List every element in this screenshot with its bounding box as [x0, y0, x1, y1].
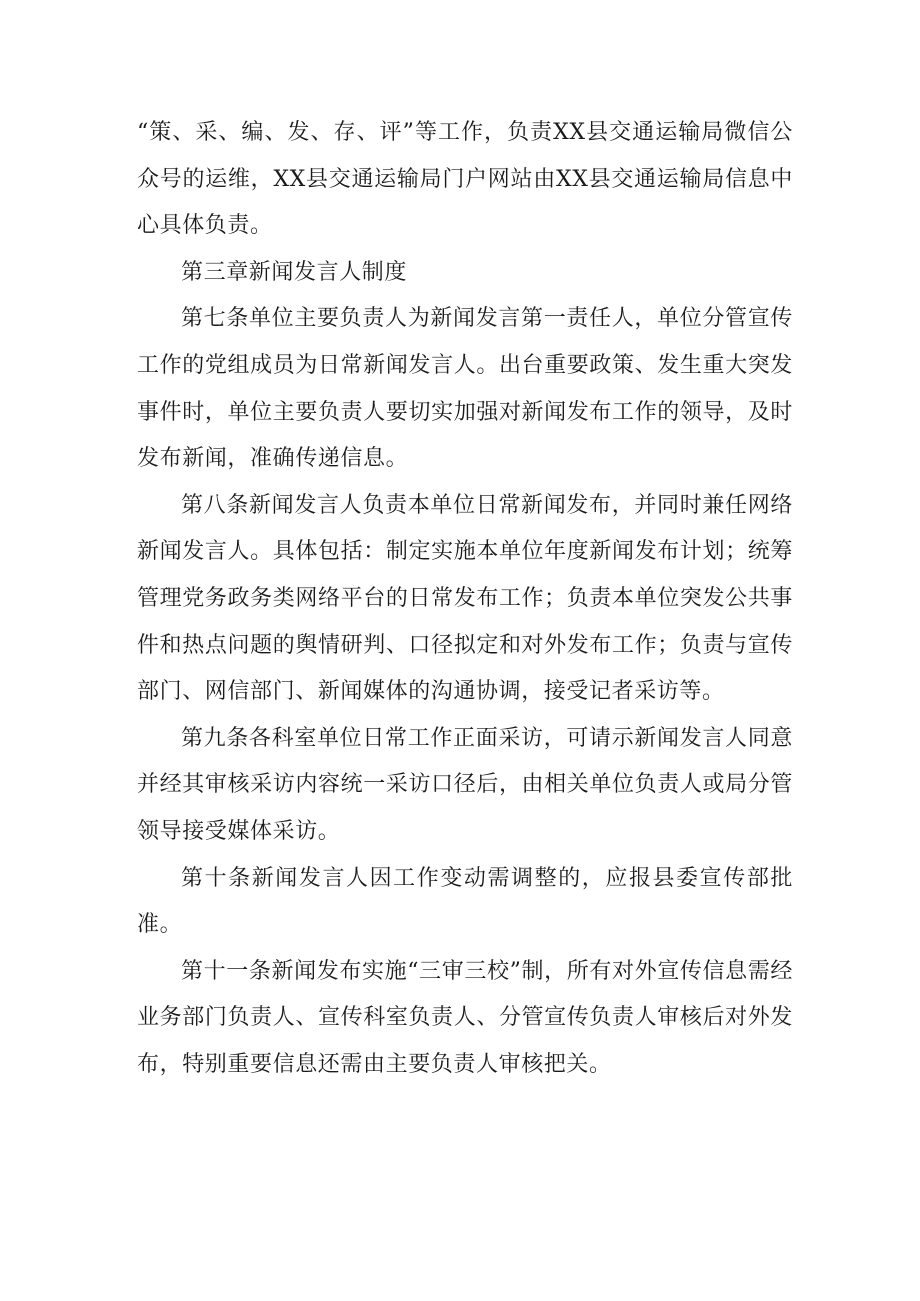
article-11: 第十一条新闻发布实施“三审三校”制，所有对外宣传信息需经业务部门负责人、宣传科室负责人、分管宣传负责人审核后对外发布，特别重要信息还需由主要负责人审核把关。 [137, 958, 793, 1077]
chapter-heading: 第三章新闻发言人制度 [181, 259, 408, 285]
document-body [137, 110, 793, 1088]
paragraph-continuation: “策、采、编、发、存、评”等工作，负责XX县交通运输局微信公众号的运维，XX县交通运输局门户网站由XX县交通运输局信息中心具体负责。 [137, 120, 793, 239]
article-8: 第八条新闻发言人负责本单位日常新闻发布，并同时兼任网络新闻发言人。具体包括：制定实施本单位年度新闻发布计划；统筹管理党务政务类网络平台的日常发布工作；负责本单位突发公共事件和热点问题的舆情研判、口径拟定和对外发布工作；负责与宣传部门、网信部门、新闻媒体的沟通协调，接受记者采访等。 [137, 492, 793, 705]
article-10: 第十条新闻发言人因工作变动需调整的，应报县委宣传部批准。 [137, 865, 793, 938]
article-7: 第七条单位主要负责人为新闻发言第一责任人，单位分管宣传工作的党组成员为日常新闻发言人。出台重要政策、发生重大突发事件时，单位主要负责人要切实加强对新闻发布工作的领导，及时发布新闻，准确传递信息。 [137, 306, 793, 472]
article-9: 第九条各科室单位日常工作正面采访，可请示新闻发言人同意并经其审核采访内容统一采访口径后，由相关单位负责人或局分管领导接受媒体采访。 [137, 725, 793, 844]
